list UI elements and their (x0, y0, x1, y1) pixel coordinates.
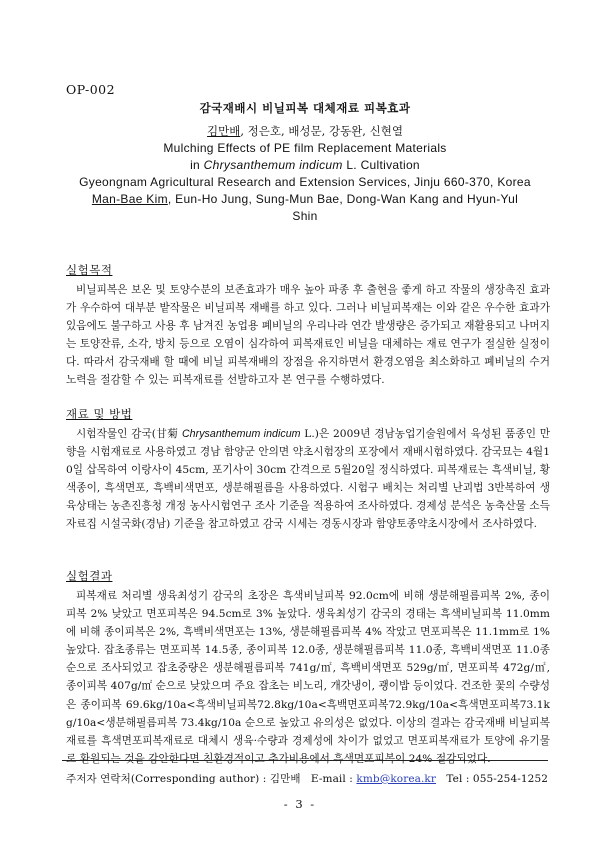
corresponding-author-ko: 김만배 (207, 124, 241, 138)
english-title-line-2 (60, 157, 550, 174)
corresponding-author-en: Man-Bae Kim (91, 192, 168, 206)
purpose-body: 비닐피복은 보온 및 토양수분의 보존효과가 매우 높아 파종 후 출현을 좋게 하고 작물의 생장촉진 효과가 우수하여 대부분 밭작물은 비닐피복 재배를 하고 있다. 그러나 비닐피복재는 이와 같은 우수한 효과가 있음에도 불구하고 사용 후 남겨진 농업용 폐비닐의 우리나라 연간 발생량은 증가되고 재활용되고 나머지는 토양잔류, 소각, 방치 등으로 오염이 심각하여 피복재료인 비닐을 대체하는 재료 연구가 절실한 실정이다. 따라서 감국재배 할 때에 비닐 피복재배의 장점을 유지하면서 환경오염을 최소화하고 폐비닐의 수거 노력을 절감할 수 있는 피복재료를 선발하고자 본 연구를 수행하였다. (66, 284, 550, 387)
english-title-prefix: in (190, 158, 204, 172)
results-body: 피복재료 처리별 생육최성기 감국의 초장은 흑색비닐피복 92.0cm에 비해 생분해필름피복 2%, 종이피복 2% 낮았고 면포피복은 94.5cm로 3% 높았다. 생육최성기 감국의 경태는 흑색비닐피복 11.0mm에 비해 종이피복은 2%, 흑백비색면포는 13%, 생분해필름피복 4% 작았고 면포피복은 11.1mm로 1%높았다. 잡초종류는 면포피복 14.5종, 종이피복 12.0종, 생분해필름피복 11.0종, 흑백비색면포 11.0종순으로 조사되었고 잡초중량은 생분해필름피복 741g/㎡, 흑백비색면포 529g/㎡, 면포피복 472g/㎡, 종이피복 407g/㎡ 순으로 낮았으며 주요 잡초는 비노리, 개갓냉이, 괭이밥 등이었다. 건조한 꽃의 수량성은 종이피복 69.6kg/10a<흑색비닐피복72.8kg/10a<흑백면포피복72.9kg/10a<흑색면포피복73.1kg/10a<생분해필름피복 73.4kg/10a 순으로 높았고 유의성은 없었다. 이상의 결과는 감국재배 비닐피복재료를 흑색면포피복재료로 대체시 생육·수량과 경제성에 차이가 없었고 면포피복재료가 토양에 유기물로 환원되는 것을 감안한다면 친환경적이고 추가비용에서 흑색면포피복이 24% 절감되었다. (66, 590, 550, 765)
email-link[interactable]: kmb@korea.kr (356, 773, 437, 785)
footer-email-label: E-mail : (310, 773, 353, 785)
footer-telephone: Tel : 055-254-1252 (446, 773, 549, 785)
korean-title: 감국재배시 비닐피복 대체재료 피복효과 (199, 101, 411, 115)
methods-heading: 재료 및 방법 (66, 407, 133, 421)
corresponding-author-footer (66, 771, 550, 786)
english-title-line-1: Mulching Effects of PE film Replacement Materials (163, 141, 447, 155)
english-authors-last: Shin (292, 209, 318, 223)
methods-body-rest: L.)은 2009년 경남농업기술원에서 육성된 품종인 만향을 시험재료로 사용하였고 경남 함양군 안의면 약초시험장의 포장에서 재배시험하였다. 감국묘는 4월10일 삽목하여 이랑사이 45cm, 포기사이 30cm 간격으로 5월20일 정식하였다. 피복재료는 흑색비닐, 황색종이, 흑색면포, 흑백비색면포, 생분해필름을 사용하였다. 시험구 배치는 처리별 난괴법 3반복하여 생육상태는 농촌진흥청 개정 농사시험연구 조사 기준을 적용하여 조사하였다. 경제성 분석은 농축산물 소득자료집 시설국화(경남) 기준을 참고하였고 감국 시세는 경동시장과 함양토종약초시장에서 조사하였다. (66, 428, 551, 531)
document-code: OP-002 (66, 82, 116, 97)
purpose-heading: 실험목적 (66, 263, 113, 277)
co-authors-en: , Eun-Ho Jung, Sung-Mun Bae, Dong-Wan Kang and Hyun-Yul (167, 192, 519, 206)
english-authors (60, 191, 550, 208)
methods-species-name: Chrysanthemum indicum (181, 428, 301, 440)
methods-section (66, 406, 550, 534)
korean-authors (60, 122, 550, 140)
methods-body-start: 시험작물인 감국(甘菊 (76, 428, 182, 440)
purpose-section (66, 262, 550, 390)
english-title-suffix: L. Cultivation (342, 158, 420, 172)
title-block (60, 100, 550, 225)
co-authors-ko: , 정은호, 배성문, 강동완, 신현열 (240, 124, 403, 138)
methods-body (66, 425, 550, 534)
footer-divider (62, 760, 548, 761)
results-section (66, 568, 550, 768)
results-heading: 실험결과 (66, 569, 113, 583)
footer-author-label: 주저자 연락처(Corresponding author) : 김만배 (66, 773, 301, 785)
affiliation: Gyeongnam Agricultural Research and Extension Services, Jinju 660-370, Korea (79, 175, 531, 189)
page-number: - 3 - (283, 797, 317, 811)
species-name: Chrysanthemum indicum (203, 158, 343, 172)
